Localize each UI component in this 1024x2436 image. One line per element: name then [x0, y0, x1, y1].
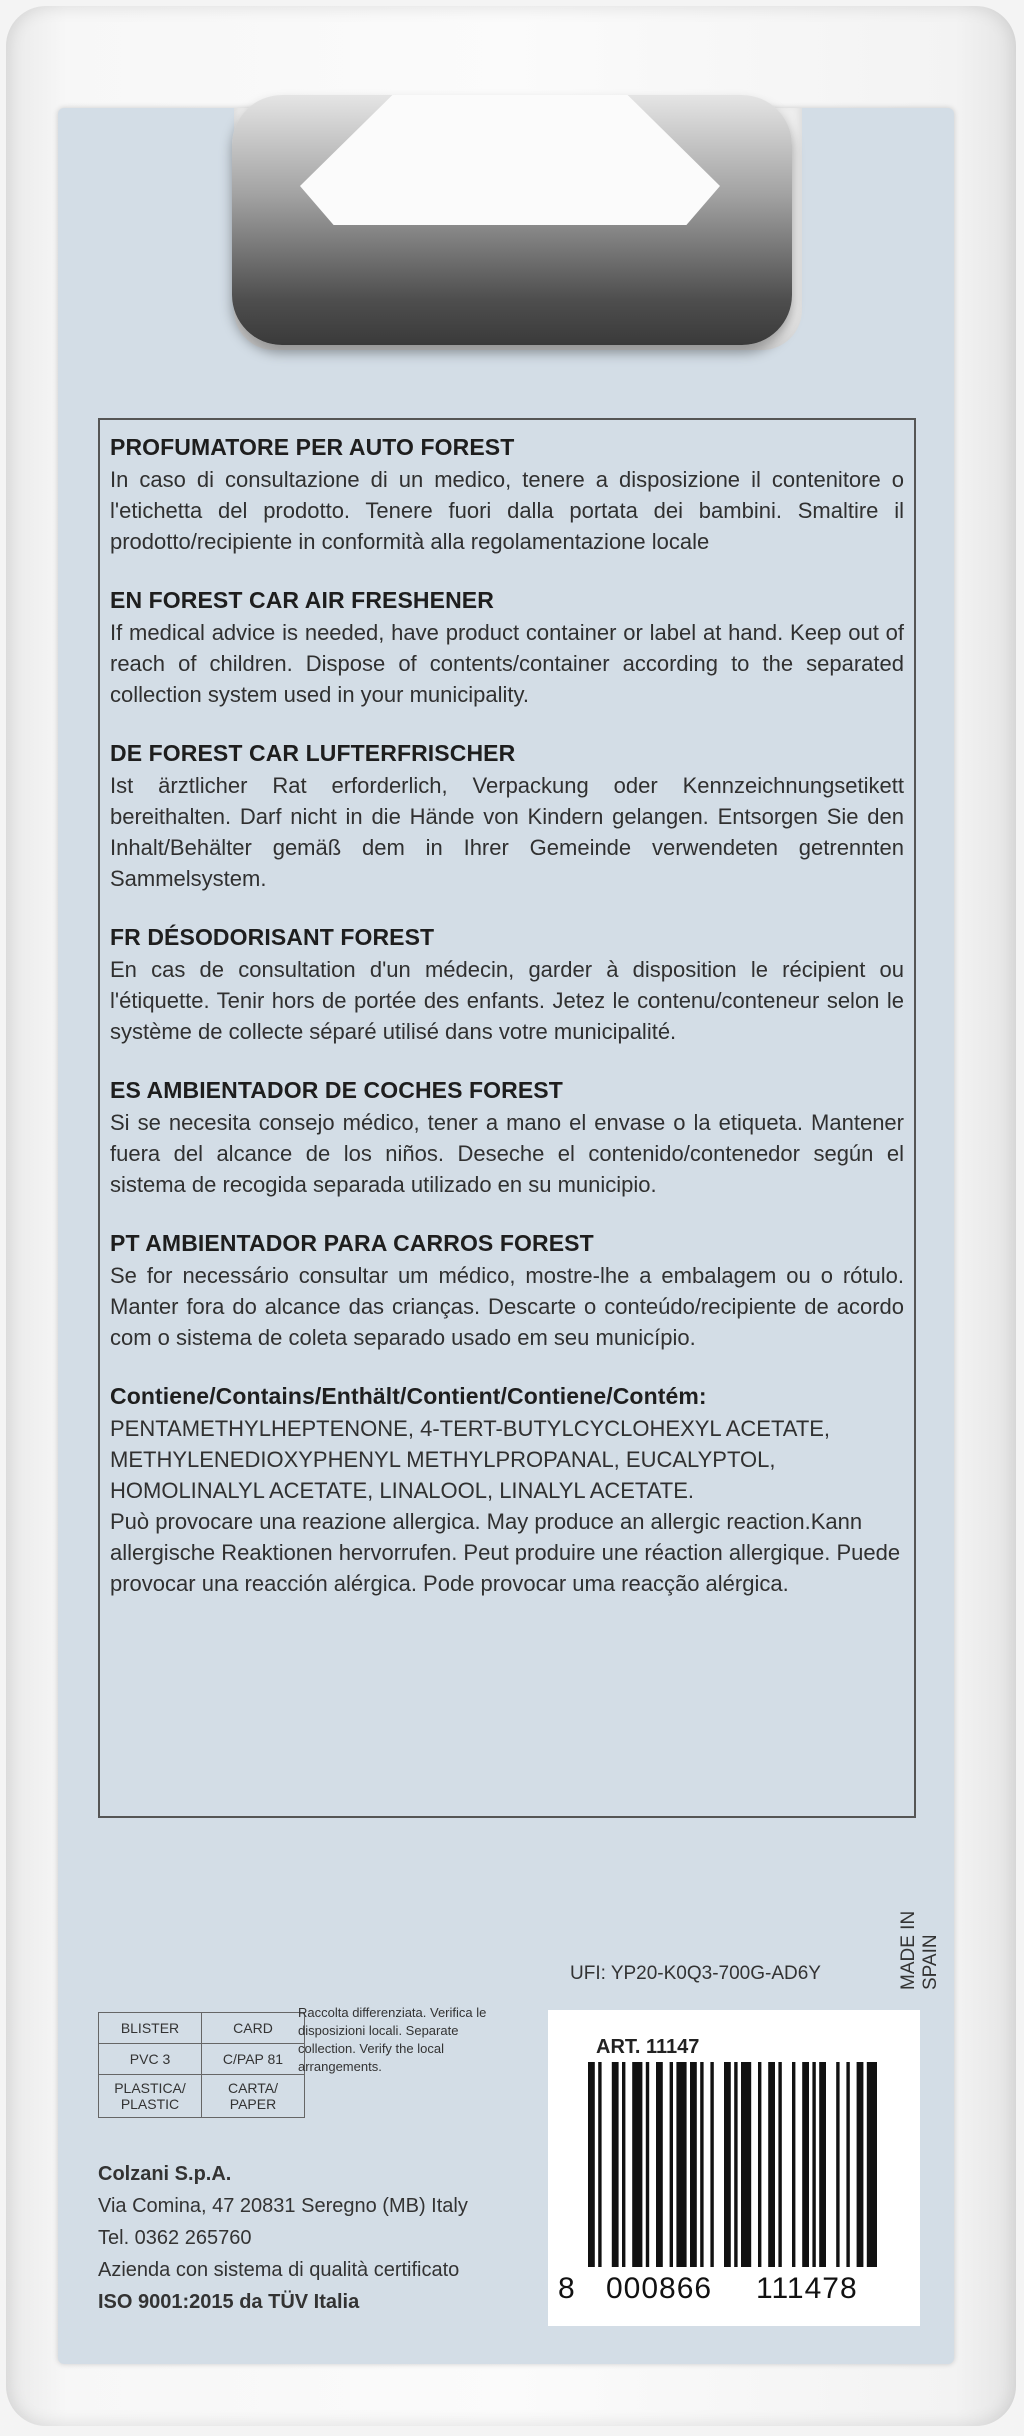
barcode-bar — [768, 2062, 775, 2267]
section-fr — [110, 922, 904, 1047]
section-body: Se for necessário consultar um médico, mostre-lhe a embalagem ou o rótulo. Manter fora do alcance das crianças. Descarte o conteúdo/recipiente de acordo com o sistema de coleta separado usado em seu município. — [110, 1263, 904, 1350]
section-title: PROFUMATORE PER AUTO FOREST — [110, 434, 515, 460]
barcode-bar — [867, 2062, 877, 2267]
made-in-label: MADE IN SPAIN — [898, 1910, 941, 1990]
company-phone: Tel. 0362 265760 — [98, 2227, 252, 2249]
recycling-cell: PLASTICA/ PLASTIC — [99, 2075, 202, 2118]
barcode-bar — [846, 2062, 849, 2267]
section-body: En cas de consultation d'un médecin, garder à disposition le récipient ou l'étiquette. Tenir hors de portée des enfants. Jetez le contenu/conteneur selon le système de collecte séparé utilisé dans votre municipalité. — [110, 957, 904, 1044]
recycling-cell: CARD — [202, 2013, 305, 2044]
section-contains — [110, 1381, 904, 1599]
section-es — [110, 1075, 904, 1200]
barcode-bar — [802, 2062, 809, 2267]
contains-title: Contiene/Contains/Enthält/Contient/Contiene/Contém: — [110, 1383, 707, 1409]
section-title: ES AMBIENTADOR DE COCHES FOREST — [110, 1077, 563, 1103]
company-info — [98, 2158, 468, 2318]
barcode-bar — [792, 2062, 795, 2267]
section-title: EN FOREST CAR AIR FRESHENER — [110, 587, 494, 613]
recycling-cell: PVC 3 — [99, 2044, 202, 2075]
company-quality: Azienda con sistema di qualità certificato — [98, 2259, 460, 2281]
section-en — [110, 585, 904, 710]
recycling-table — [98, 2012, 305, 2118]
barcode-bar — [612, 2062, 619, 2267]
company-iso: ISO 9001:2015 da TÜV Italia — [98, 2291, 360, 2313]
section-body: Ist ärztlicher Rat erforderlich, Verpackung oder Kennzeichnungsetikett bereithalten. Darf nicht in die Hände von Kindern gelangen. Entsorgen Sie den Inhalt/Behälter gemäß dem in Ihrer Gemeinde verwendeten getrennten Sammelsystem. — [110, 773, 904, 891]
barcode-bar — [588, 2062, 595, 2267]
barcode-digit-group: 8 — [558, 2272, 576, 2305]
barcode-bar — [741, 2062, 751, 2267]
section-it — [110, 432, 904, 557]
barcode-bar — [819, 2062, 826, 2267]
section-body: In caso di consultazione di un medico, tenere a disposizione il contenitore o l'etichetta del prodotto. Tenere fuori dalla portata dei bambini. Smaltire il prodotto/recipiente in conformità alla regolamentazione locale — [110, 467, 904, 554]
section-body: If medical advice is needed, have product container or label at hand. Keep out of reach of children. Dispose of contents/container according to the separated collection system used in your municipality. — [110, 620, 904, 707]
barcode-bar — [778, 2062, 781, 2267]
barcode-bar — [646, 2062, 649, 2267]
ingredients-list: PENTAMETHYLHEPTENONE, 4-TERT-BUTYLCYCLOHEXYL ACETATE, METHYLENEDIOXYPHENYL METHYLPROPANAL, EUCALYPTOL, HOMOLINALYL ACETATE, LINALOOL, LINALYL ACETATE. — [110, 1416, 831, 1503]
barcode-bar — [857, 2062, 864, 2267]
section-title: DE FOREST CAR LUFTERFRISCHER — [110, 740, 516, 766]
recycling-note: Raccolta differenziata. Verifica le disposizioni locali. Separate collection. Verify the local arrangements. — [298, 2005, 487, 2074]
barcode-bar — [758, 2062, 761, 2267]
barcode-panel — [548, 2010, 920, 2326]
article-number: ART. 11147 — [596, 2036, 700, 2058]
barcode-bar — [724, 2062, 731, 2267]
section-de — [110, 738, 904, 894]
barcode-bar — [656, 2062, 663, 2267]
ufi-code: UFI: YP20-K0Q3-700G-AD6Y — [570, 1963, 821, 1984]
section-title: FR DÉSODORISANT FOREST — [110, 924, 435, 950]
barcode-digit-group: 111478 — [756, 2272, 858, 2305]
barcode-icon — [584, 2062, 884, 2272]
barcode-bar — [632, 2062, 642, 2267]
barcode-bar — [836, 2062, 839, 2267]
recycling-cell: BLISTER — [99, 2013, 202, 2044]
recycling-cell: CARTA/ PAPER — [202, 2075, 305, 2118]
label-text-box — [98, 418, 916, 1818]
section-pt — [110, 1228, 904, 1353]
section-body: Si se necesita consejo médico, tener a mano el envase o la etiqueta. Mantener fuera del alcance de los niños. Deseche el contenido/contenedor según el sistema de recogida separada utilizado en su municipio. — [110, 1110, 904, 1197]
company-name: Colzani S.p.A. — [98, 2163, 232, 2185]
barcode-bar — [812, 2062, 815, 2267]
barcode-bar — [676, 2062, 686, 2267]
allergy-warning: Può provocare una reazione allergica. May produce an allergic reaction.Kann allergische Reaktionen hervorrufen. Peut produire une réaction allergique. Puede provocar una reacción alérgica. Pode provocar uma reacção alérgica. — [110, 1509, 901, 1596]
barcode-bar — [690, 2062, 697, 2267]
barcode-bar — [700, 2062, 703, 2267]
company-address: Via Comina, 47 20831 Seregno (MB) Italy — [98, 2195, 468, 2217]
recycling-cell: C/PAP 81 — [202, 2044, 305, 2075]
barcode-digit-group: 000866 — [606, 2272, 713, 2305]
barcode-bar — [598, 2062, 601, 2267]
barcode-bar — [710, 2062, 713, 2267]
barcode-bar — [734, 2062, 737, 2267]
section-title: PT AMBIENTADOR PARA CARROS FOREST — [110, 1230, 594, 1256]
barcode-bar — [622, 2062, 625, 2267]
barcode-bar — [670, 2062, 673, 2267]
